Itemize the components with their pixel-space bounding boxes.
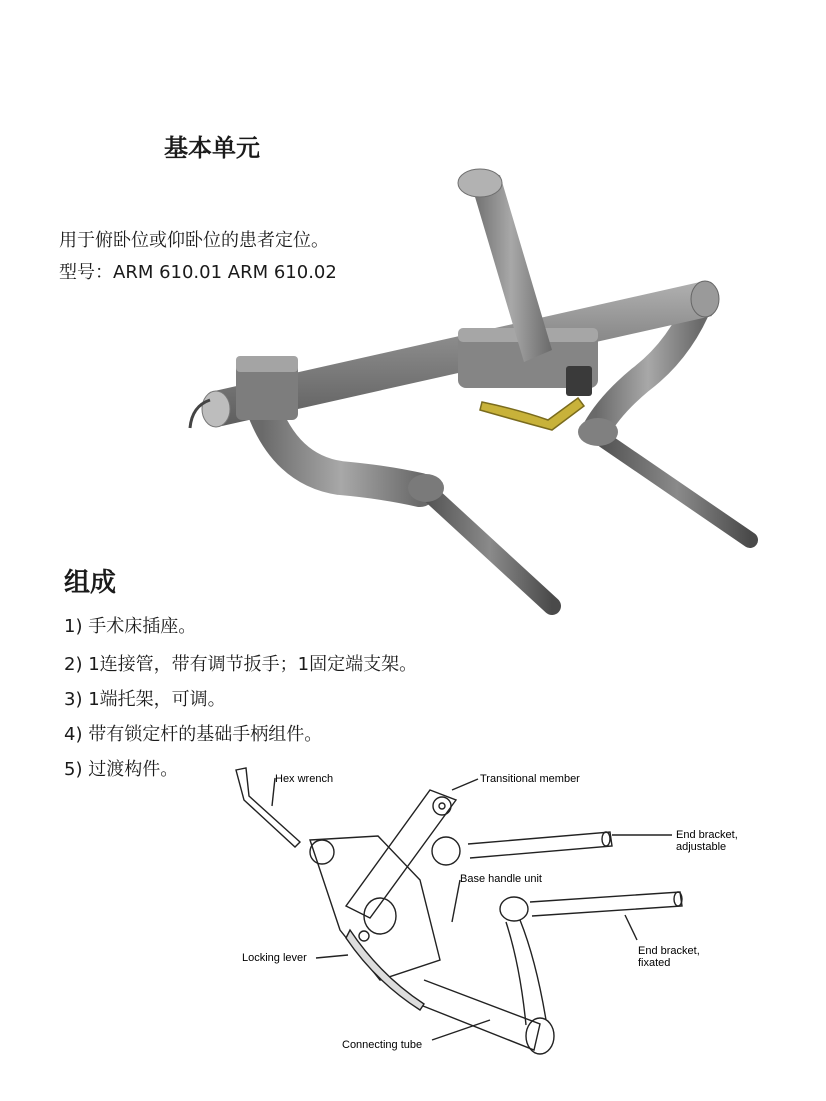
fixated-rod bbox=[530, 892, 682, 916]
label-end-bracket-fixated-1: End bracket, bbox=[638, 945, 700, 957]
product-description: 用于俯卧位或仰卧位的患者定位。 bbox=[59, 230, 329, 251]
component-item-2: 2) 1连接管，带有调节扳手；1固定端支架。 bbox=[64, 654, 418, 675]
label-transitional-member: Transitional member bbox=[480, 773, 580, 785]
label-hex-wrench: Hex wrench bbox=[275, 773, 334, 785]
label-connecting-tube: Connecting tube bbox=[342, 1039, 423, 1051]
component-item-4: 4) 带有锁定杆的基础手柄组件。 bbox=[64, 724, 323, 745]
adjustable-rod bbox=[468, 832, 612, 858]
page-title: 基本单元 bbox=[164, 134, 260, 162]
transitional-member bbox=[346, 790, 456, 918]
component-item-5: 5) 过渡构件。 bbox=[64, 759, 179, 780]
label-locking-lever: Locking lever bbox=[242, 952, 307, 964]
label-end-bracket-adjustable-1: End bracket, bbox=[676, 829, 738, 841]
label-end-bracket-adjustable-2: adjustable bbox=[676, 841, 727, 853]
label-end-bracket-fixated-2: fixated bbox=[638, 957, 671, 969]
label-base-handle-unit: Base handle unit bbox=[460, 873, 542, 885]
component-item-3: 3) 1端托架，可调。 bbox=[64, 689, 226, 710]
base-handle-unit bbox=[310, 836, 440, 980]
locking-lever-drawing bbox=[346, 930, 424, 1010]
component-item-1: 1) 手术床插座。 bbox=[64, 616, 197, 637]
model-number: 型号：ARM 610.01 ARM 610.02 bbox=[59, 262, 337, 283]
components-title: 组成 bbox=[64, 568, 117, 598]
